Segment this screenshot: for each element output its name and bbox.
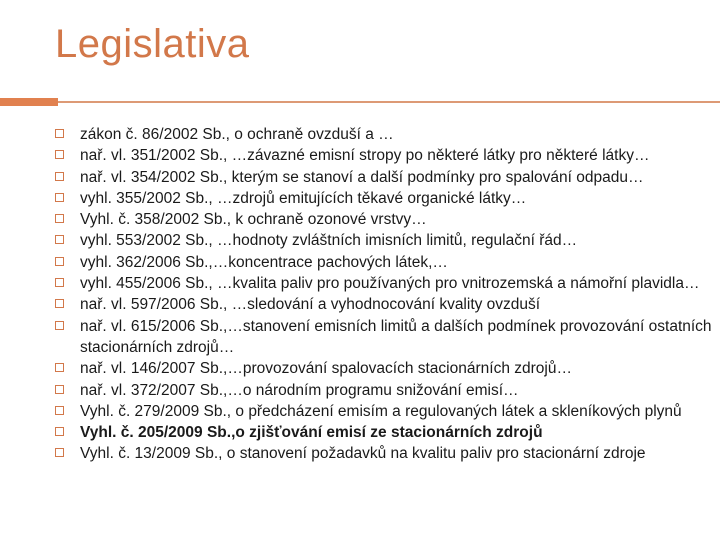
square-bullet-icon	[55, 150, 64, 159]
list-item-text: nař. vl. 351/2002 Sb., …závazné emisní stropy po některé látky pro některé látky…	[80, 147, 650, 165]
square-bullet-icon	[55, 427, 64, 436]
square-bullet-icon	[55, 385, 64, 394]
slide-title: Legislativa	[55, 22, 250, 66]
list-item-text: Vyhl. č. 205/2009 Sb.,o zjišťování emisí ze stacionárních zdrojů	[80, 424, 543, 442]
list-item	[0, 209, 720, 230]
square-bullet-icon	[55, 299, 64, 308]
list-item	[0, 124, 720, 145]
legislation-list	[0, 124, 720, 465]
list-item	[0, 273, 720, 294]
list-item	[0, 230, 720, 251]
list-item	[0, 252, 720, 273]
list-item	[0, 358, 720, 379]
square-bullet-icon	[55, 235, 64, 244]
square-bullet-icon	[55, 406, 64, 415]
square-bullet-icon	[55, 321, 64, 330]
list-item-text: nař. vl. 146/2007 Sb.,…provozování spalovacích stacionárních zdrojů…	[80, 360, 572, 378]
list-item-text: vyhl. 455/2006 Sb., …kvalita paliv pro používaných pro vnitrozemská a námořní plavidla…	[80, 275, 700, 293]
list-item-text: vyhl. 355/2002 Sb., …zdrojů emitujících těkavé organické látky…	[80, 189, 527, 207]
square-bullet-icon	[55, 278, 64, 287]
list-item-text: nař. vl. 615/2006 Sb.,…stanovení emisních limitů a dalších podmínek provozování ostatních stacionárních zdrojů…	[80, 317, 712, 356]
list-item-text: Vyhl. č. 279/2009 Sb., o předcházení emisím a regulovaných látek a skleníkových plynů	[80, 402, 682, 420]
list-item-text: zákon č. 86/2002 Sb., o ochraně ovzduší a …	[80, 126, 394, 143]
square-bullet-icon	[55, 129, 64, 138]
title-divider	[58, 101, 720, 103]
list-item-text: nař. vl. 354/2002 Sb., kterým se stanoví a další podmínky pro spalování odpadu…	[80, 168, 644, 186]
list-item-text: vyhl. 553/2002 Sb., …hodnoty zvláštních imisních limitů, regulační řád…	[80, 232, 578, 250]
square-bullet-icon	[55, 214, 64, 223]
list-item	[0, 316, 720, 359]
list-item	[0, 188, 720, 209]
square-bullet-icon	[55, 193, 64, 202]
list-item	[0, 422, 720, 443]
list-item	[0, 380, 720, 401]
square-bullet-icon	[55, 363, 64, 372]
square-bullet-icon	[55, 448, 64, 457]
square-bullet-icon	[55, 172, 64, 181]
list-item	[0, 145, 720, 166]
list-item-text: nař. vl. 597/2006 Sb., …sledování a vyhodnocování kvality ovzduší	[80, 296, 541, 314]
list-item-text: Vyhl. č. 13/2009 Sb., o stanovení požadavků na kvalitu paliv pro stacionární zdroje	[80, 445, 646, 463]
square-bullet-icon	[55, 257, 64, 266]
list-item	[0, 401, 720, 422]
list-item	[0, 167, 720, 188]
list-item-text: vyhl. 362/2006 Sb.,…koncentrace pachových látek,…	[80, 253, 448, 271]
list-item-text: Vyhl. č. 358/2002 Sb., k ochraně ozonové vrstvy…	[80, 211, 427, 229]
list-item	[0, 294, 720, 315]
list-item	[0, 443, 720, 464]
list-item-text: nař. vl. 372/2007 Sb.,…o národním programu snižování emisí…	[80, 381, 519, 399]
accent-bar	[0, 98, 58, 106]
